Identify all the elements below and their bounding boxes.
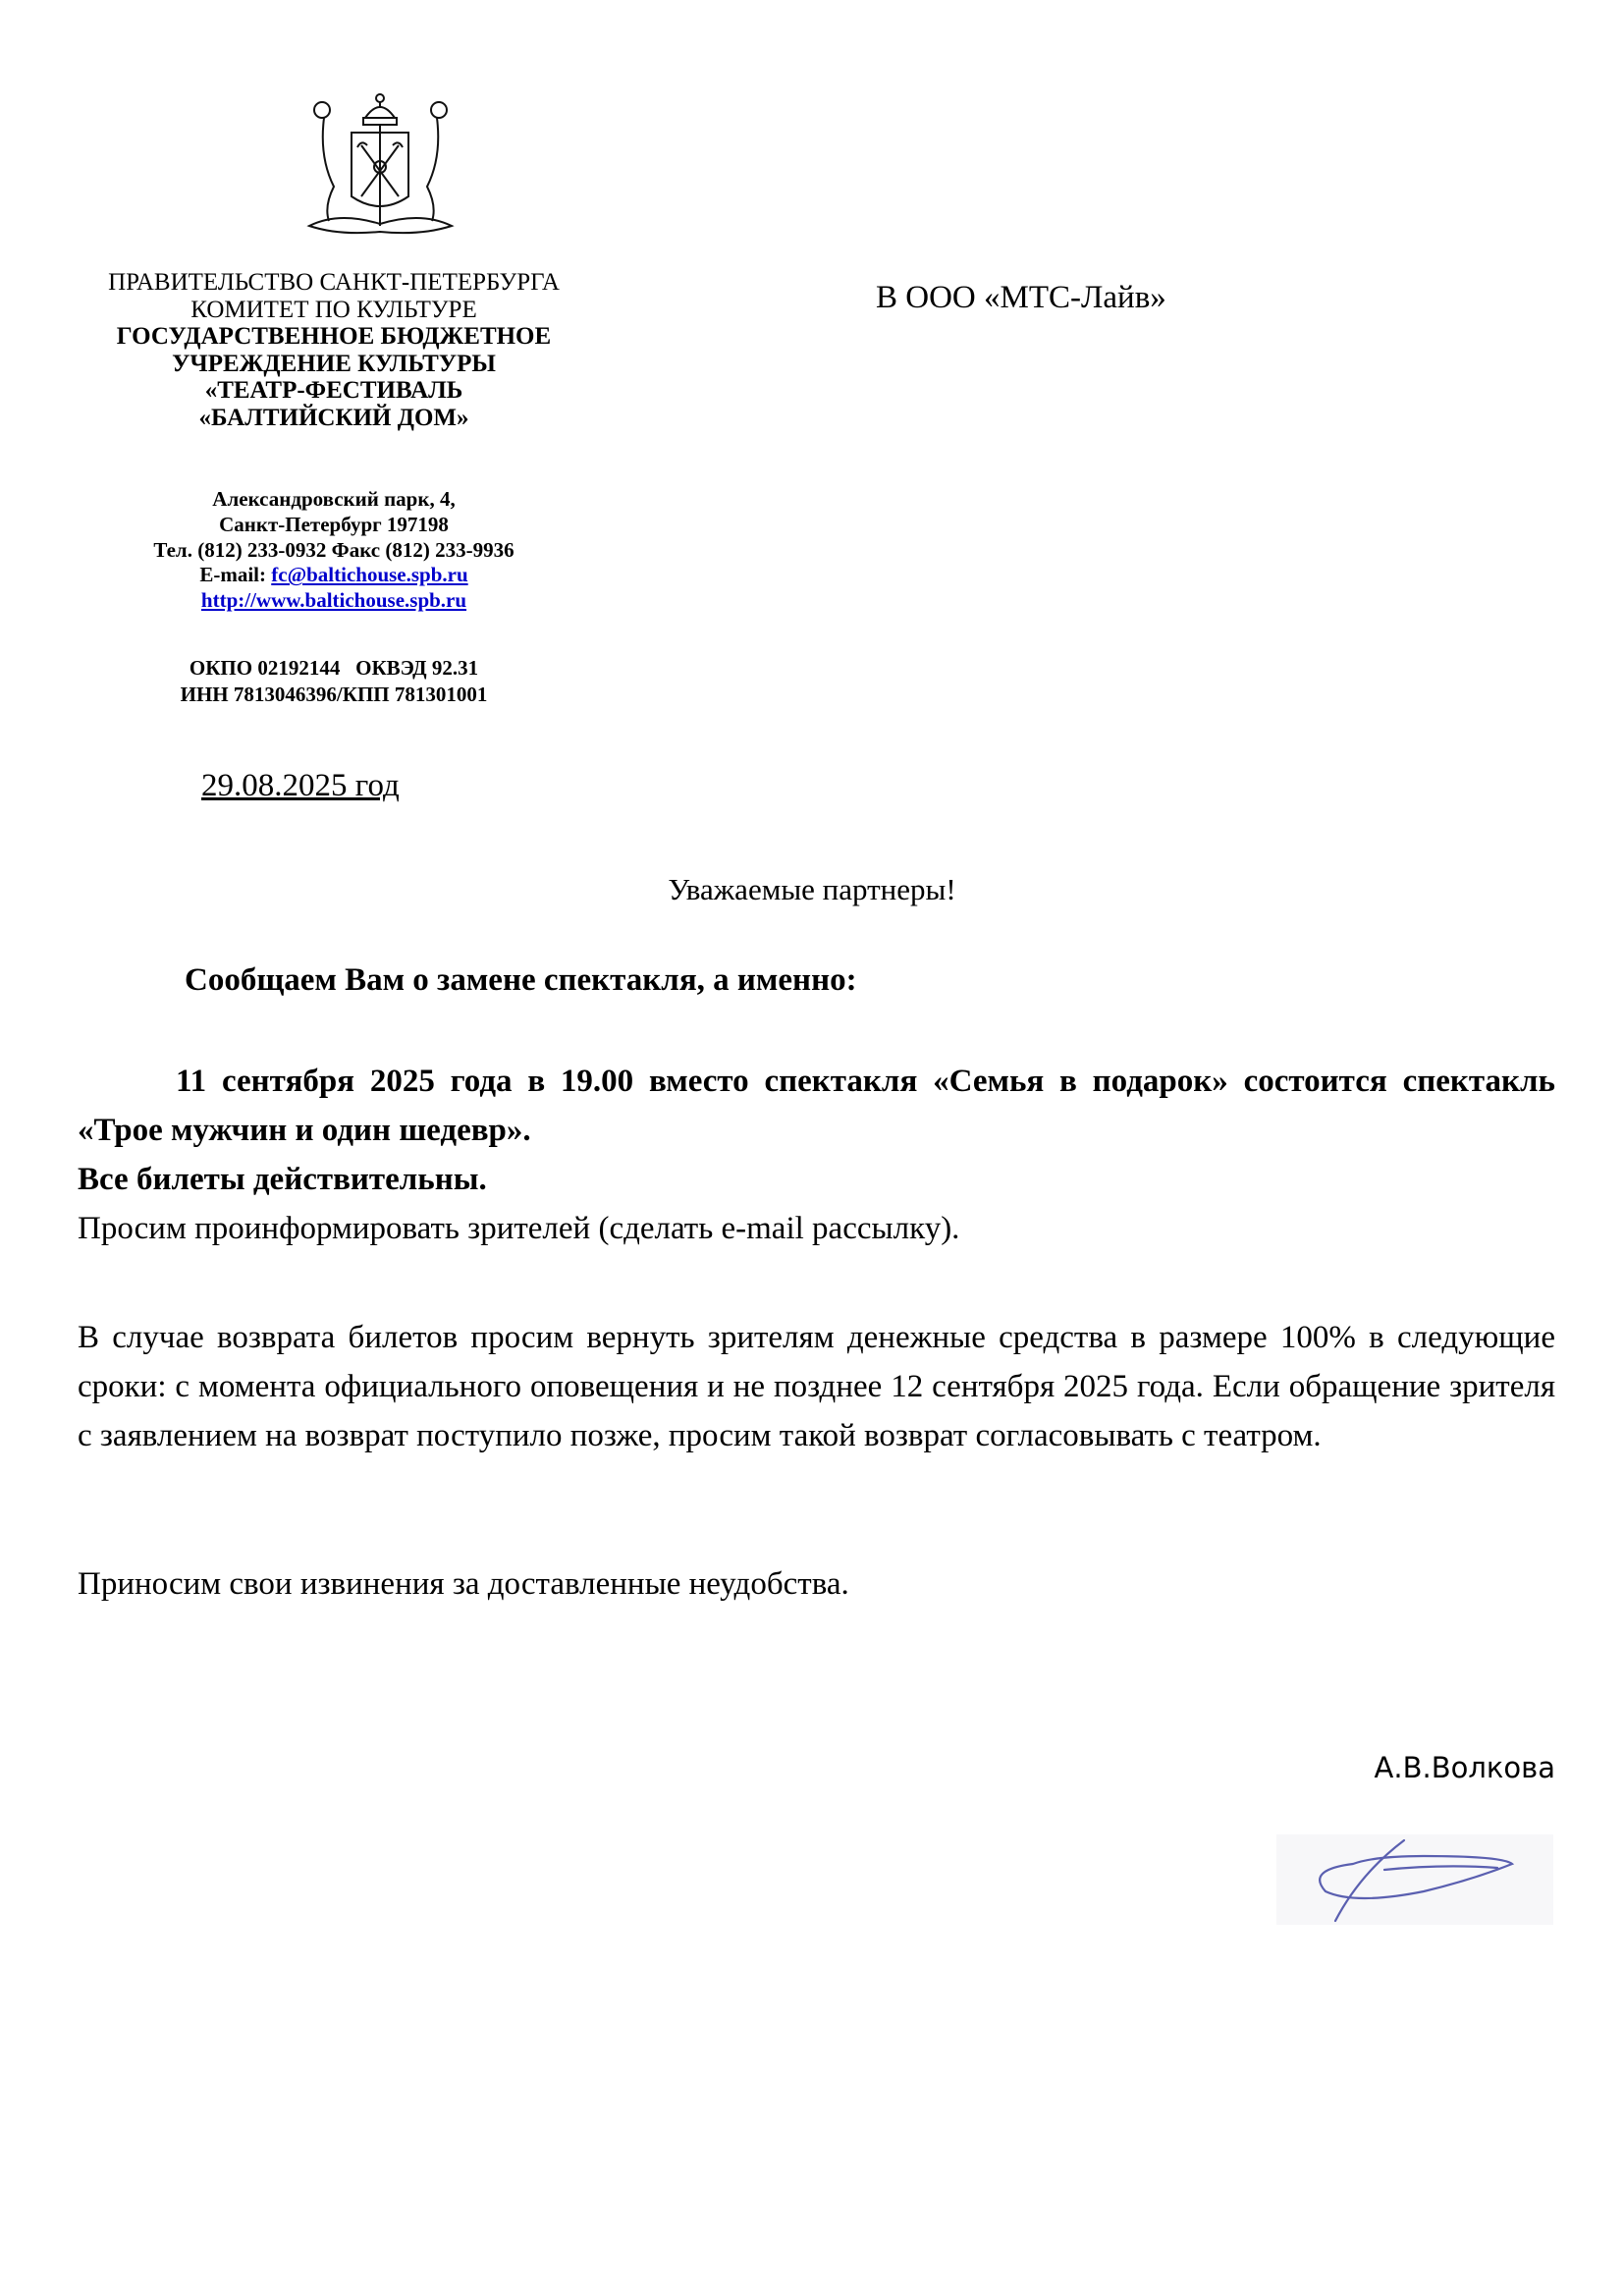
institution-line-2: УЧРЕЖДЕНИЕ КУЛЬТУРЫ (172, 350, 496, 377)
letterhead-codes (98, 655, 569, 707)
apology-text: Приносим свои извинения за доставленные неудобства. (78, 1566, 849, 1602)
website-line (98, 588, 569, 614)
signer-name: А.В.Волкова (1374, 1751, 1555, 1784)
replacement-paragraph (78, 1057, 1555, 1155)
letterhead-contacts (98, 487, 569, 614)
letter-date: 29.08.2025 год (201, 768, 400, 803)
email-label: E-mail: (199, 563, 272, 587)
institution-line-1: ГОСУДАРСТВЕННОЕ БЮДЖЕТНОЕ (116, 323, 552, 350)
notice-heading: Сообщаем Вам о замене спектакля, а именно: (185, 962, 857, 998)
email-line (98, 563, 569, 588)
letterhead (98, 269, 569, 431)
recipient: В ООО «МТС-Лайв» (876, 280, 1166, 315)
address-line-2: Санкт-Петербург 197198 (219, 512, 449, 536)
institution-line-3: «ТЕАТР-ФЕСТИВАЛЬ (204, 377, 463, 404)
committee-line: КОМИТЕТ ПО КУЛЬТУРЕ (190, 296, 477, 323)
refund-paragraph: В случае возврата билетов просим вернуть зрителям денежные средства в размере 100% в следующие сроки: с момента официального оповещения и не позднее 12 сентября 2025 года. Если обращение зрителя с заявлением на возврат поступило позже, просим такой возврат согласовывать с театром. (78, 1320, 1555, 1453)
signature-icon (1276, 1834, 1553, 1925)
coat-of-arms-icon (295, 88, 466, 246)
greeting: Уважаемые партнеры! (668, 872, 956, 906)
tickets-valid-text: Все билеты действительны. (78, 1162, 487, 1197)
website-link[interactable]: http://www.baltichouse.spb.ru (200, 588, 467, 613)
government-line: ПРАВИТЕЛЬСТВО САНКТ-ПЕТЕРБУРГА (108, 269, 560, 296)
institution-line-4: «БАЛТИЙСКИЙ ДОМ» (198, 404, 469, 431)
phone-fax-line: Тел. (812) 233-0932 Факс (812) 233-9936 (153, 537, 514, 562)
replacement-text: 11 сентября 2025 года в 19.00 вместо спектакля «Семья в подарок» состоится спектакль «Трое мужчин и один шедевр». (78, 1064, 1555, 1148)
inform-request-text: Просим проинформировать зрителей (сделать e-mail рассылку). (78, 1211, 960, 1246)
email-link[interactable]: fc@baltichouse.spb.ru (271, 563, 468, 587)
address-line-1: Александровский парк, 4, (212, 487, 456, 511)
inn-kpp-line: ИНН 7813046396/КПП 781301001 (180, 682, 488, 706)
okpo-okved-line: ОКПО 02192144 ОКВЭД 92.31 (189, 656, 479, 680)
